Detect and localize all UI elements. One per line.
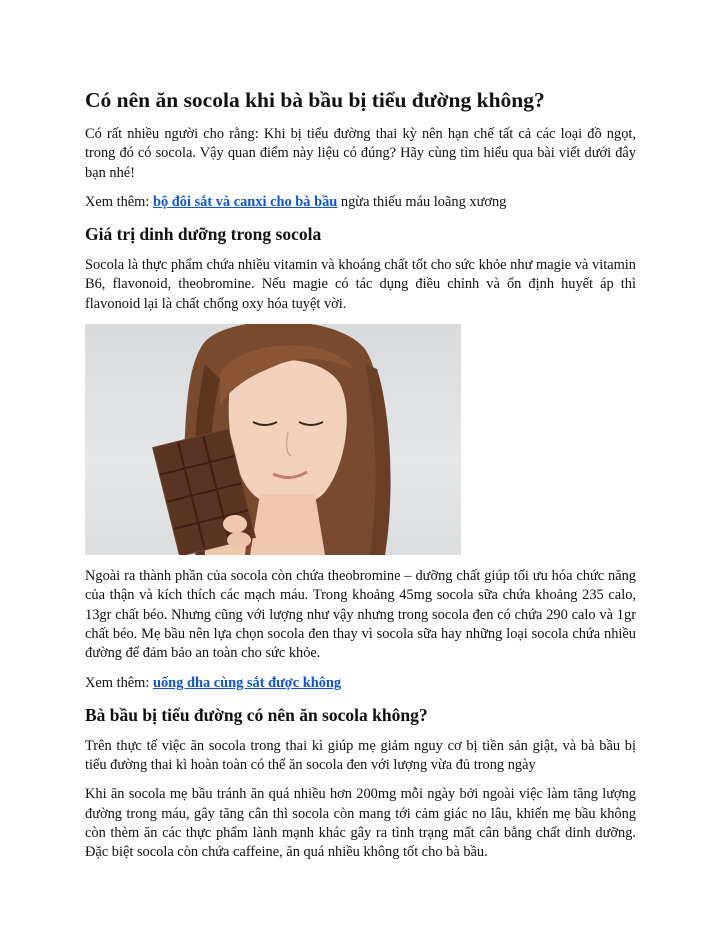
section-heading-nutrition: Giá trị dinh dưỡng trong socola — [85, 224, 322, 245]
see-also-line-2 — [85, 674, 636, 693]
photo-illustration — [85, 324, 461, 555]
diabetes-paragraph-2: Khi ăn socola mẹ bầu tránh ăn quá nhiều hơn 200mg mỗi ngày bởi ngoài việc làm tăng lượng đường trong máu, gây tăng cân thì socola còn mang tới cảm giác no lâu, khiến mẹ bầu không còn thèm ăn các thực phẩm lành mạnh khác gây ra tình trạng mất cân bằng chất dinh dưỡng. Đặc biệt socola còn chứa caffeine, ăn quá nhiều không tốt cho bà bầu. — [85, 786, 636, 861]
nutrition-paragraph-2: Ngoài ra thành phần của socola còn chứa theobromine – dưỡng chất giúp tối ưu hóa chức năng của thận và kích thích các mạch máu. Trong khoảng 45mg socola sữa chứa khoảng 235 calo, 13gr chất béo. Nhưng cũng với lượng như vậy nhưng trong socola đen có chứa 290 calo và 1gr chất béo. Mẹ bầu nên lựa chọn socola đen thay vì socola sữa hay những loại socola chứa nhiều đường để đảm bảo an toàn cho sức khỏe. — [85, 568, 636, 662]
see-also-suffix: ngừa thiếu máu loãng xương — [337, 193, 507, 210]
see-also-link-1[interactable]: bộ đôi sắt và canxi cho bà bầu — [152, 193, 338, 210]
see-also-link-2[interactable]: uống dha cùng sắt được không — [152, 674, 342, 691]
diabetes-paragraph-1: Trên thực tế việc ăn socola trong thai kì giúp mẹ giảm nguy cơ bị tiền sản giật, và bà bầu bị tiểu đường thai kì hoàn toàn có thể ăn socola đen với lượng vừa đủ trong ngày — [85, 737, 636, 774]
see-also-prefix: Xem thêm: — [85, 193, 153, 210]
nutrition-paragraph-1: Socola là thực phẩm chứa nhiều vitamin và khoáng chất tốt cho sức khỏe như magie và vitamin B6, flavonoid, theobromine. Nếu magie có tác dụng điều chỉnh và ổn định huyết áp thì flavonoid lại là chất chống oxy hóa tuyệt vời. — [85, 257, 636, 312]
article-body — [85, 86, 636, 873]
section-heading-diabetes: Bà bầu bị tiểu đường có nên ăn socola không? — [85, 704, 428, 725]
see-also-prefix-2: Xem thêm: — [85, 674, 153, 691]
article-title: Có nên ăn socola khi bà bầu bị tiểu đường không? — [85, 88, 545, 112]
intro-paragraph: Có rất nhiều người cho rằng: Khi bị tiểu đường thai kỳ nên hạn chế tất cả các loại đồ ngọt, trong đó có socola. Vậy quan điểm này liệu có đúng? Hãy cùng tìm hiểu qua bài viết dưới đây bạn nhé! — [85, 126, 636, 181]
see-also-line-1 — [85, 193, 636, 212]
woman-eating-chocolate-photo — [85, 324, 461, 555]
